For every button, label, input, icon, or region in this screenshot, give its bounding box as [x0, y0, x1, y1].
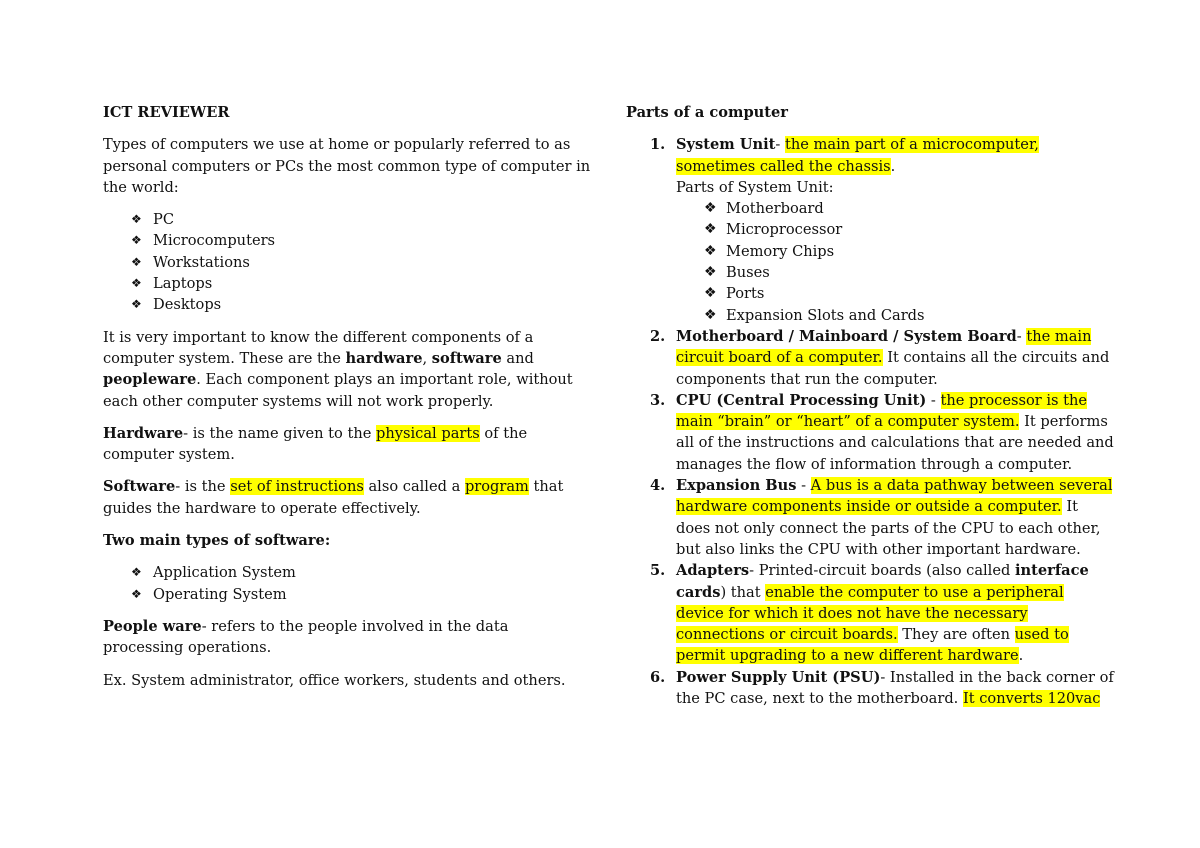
text-run: , [422, 349, 432, 367]
right-column [626, 102, 1114, 709]
item-term: Motherboard / Mainboard / System Board [676, 327, 1017, 345]
item-number: 2. [650, 327, 666, 345]
definition-term: Software [103, 478, 176, 496]
text-run: It does not only connect the parts of the CPU to each other, but also links the CPU with other important hardware. [676, 498, 1101, 558]
text-run: It contains all the circuits and components that run the computer. [676, 349, 1110, 388]
text-run: - refers to the people involved in the data processing operations. [103, 617, 509, 657]
highlighted-text: the main circuit board of a computer. [676, 327, 1092, 367]
list-item: ❖ Application System [103, 562, 591, 583]
text-run: - [1016, 327, 1027, 345]
highlighted-text: program [464, 478, 529, 496]
item-number: 4. [650, 477, 666, 495]
list-item: ❖ Workstations [103, 252, 591, 273]
highlighted-text: used to permit upgrading to a new different hardware [676, 626, 1069, 665]
text-run: - is the [175, 478, 231, 496]
components-paragraph [103, 327, 591, 412]
item-term: Power Supply Unit (PSU) [676, 668, 881, 686]
highlighted-text: It converts 120vac [962, 690, 1101, 708]
list-item-adapters [626, 560, 1114, 666]
computer-parts-list [626, 134, 1114, 709]
item-number: 3. [650, 391, 666, 409]
list-item-motherboard [626, 326, 1114, 390]
text-run: . [1018, 647, 1024, 665]
text-run: ) that [720, 583, 766, 601]
document-title: ICT REVIEWER [103, 104, 230, 121]
list-item: ❖ Motherboard [676, 198, 1114, 219]
text-run: - [775, 136, 785, 154]
section-title: Parts of a computer [626, 104, 788, 121]
computer-types-list [103, 209, 591, 315]
text-run: They are often [897, 626, 1015, 644]
item-number: 5. [650, 562, 666, 580]
highlighted-text: the main part of a microcomputer, sometimes called the chassis [676, 136, 1039, 175]
list-item: ❖ Operating System [103, 584, 591, 605]
highlighted-text: enable the computer to use a peripheral device for which it does not have the necessary connections or circuit boards. [676, 583, 1064, 644]
list-item-psu [626, 667, 1114, 710]
text-run: - Installed in the back corner of the PC case, next to the motherboard. [676, 668, 1114, 708]
item-number: 1. [650, 136, 666, 154]
list-item-system-unit [626, 134, 1114, 326]
software-types-heading [103, 530, 591, 551]
example-paragraph: Ex. System administrator, office workers, students and others. [103, 671, 566, 689]
text-run: It performs all of the instructions and calculations that are needed and manages the flow of information through a computer. [676, 413, 1114, 473]
hardware-term: hardware [345, 349, 423, 367]
text-run: . [890, 157, 896, 175]
sub-heading: Parts of System Unit: [676, 178, 834, 196]
software-term: software [431, 349, 502, 367]
left-column [103, 102, 591, 702]
list-item: ❖ Memory Chips [676, 241, 1114, 262]
peopleware-term: peopleware [103, 371, 197, 389]
highlighted-text: A bus is a data pathway between several hardware components inside or outside a computer. [676, 477, 1113, 516]
definition-term: Hardware [103, 424, 184, 442]
intro-paragraph: Types of computers we use at home or popularly referred to as personal computers or PCs the most common type of computer in the world: [103, 136, 591, 196]
text-run: It is very important to know the different components of a computer system. These are the [103, 328, 534, 367]
system-unit-parts-list [676, 198, 1114, 326]
bold-term: interface cards [676, 562, 1089, 601]
text-run: - Printed-circuit boards (also called [749, 562, 1015, 580]
text-run: - [796, 477, 811, 495]
software-definition [103, 476, 591, 519]
text-run: and [501, 349, 534, 367]
list-item-expansion-bus [626, 475, 1114, 560]
text-run: of the computer system. [103, 424, 528, 464]
list-item-cpu [626, 390, 1114, 475]
text-run: . Each component plays an important role, without each other computer systems will not work properly. [103, 371, 573, 410]
list-item: ❖ PC [103, 209, 591, 230]
highlighted-text: the processor is the main “brain” or “heart” of a computer system. [676, 391, 1088, 431]
list-item: ❖ Desktops [103, 294, 591, 315]
text-run: - is the name given to the [183, 424, 377, 442]
item-number: 6. [650, 668, 666, 686]
list-item: ❖ Buses [676, 262, 1114, 283]
list-item: ❖ Expansion Slots and Cards [676, 305, 1114, 326]
highlighted-text: set of instructions [230, 478, 364, 496]
hardware-definition [103, 423, 591, 466]
heading-text: Two main types of software: [103, 532, 331, 550]
text-run: that guides the hardware to operate effectively. [103, 478, 564, 517]
text-run: - [926, 391, 941, 409]
software-types-list [103, 562, 591, 605]
highlighted-text: physical parts [376, 424, 480, 442]
list-item: ❖ Microcomputers [103, 230, 591, 251]
item-term: Expansion Bus [676, 477, 797, 495]
list-item: ❖ Laptops [103, 273, 591, 294]
definition-term: People ware [103, 617, 202, 635]
text-run: also called a [363, 478, 465, 496]
item-term: Adapters [676, 562, 750, 580]
list-item: ❖ Microprocessor [676, 219, 1114, 240]
item-term: System Unit [676, 136, 776, 154]
list-item: ❖ Ports [676, 283, 1114, 304]
peopleware-definition [103, 616, 591, 659]
item-term: CPU (Central Processing Unit) [676, 391, 927, 409]
